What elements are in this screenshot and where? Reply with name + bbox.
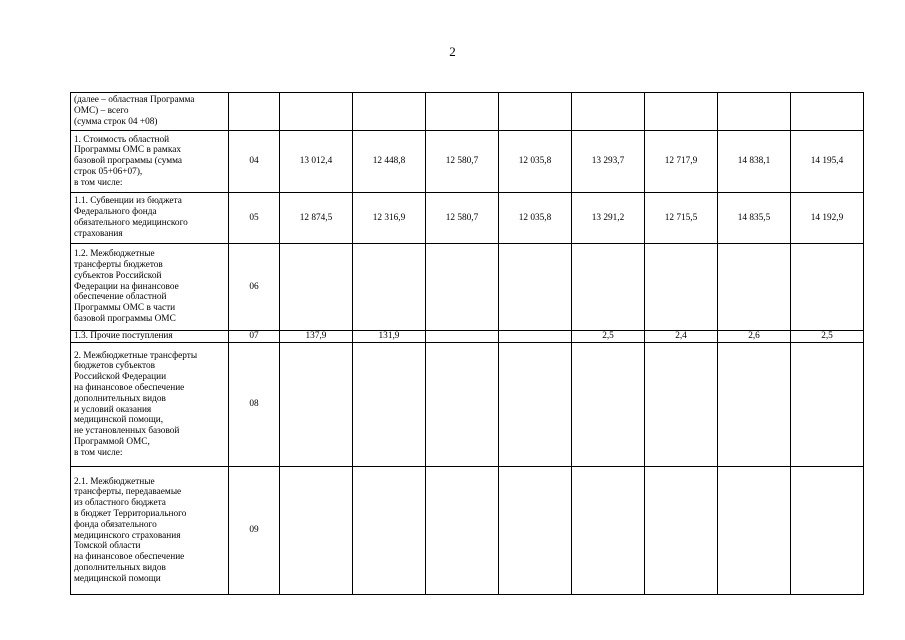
value-cell: 13 012,4 — [280, 131, 353, 193]
table-body — [71, 93, 864, 595]
value-cell — [572, 93, 645, 131]
value-cell: 14 192,9 — [791, 193, 864, 244]
value-cell: 14 835,5 — [718, 193, 791, 244]
value-cell — [572, 244, 645, 331]
value-cell: 137,9 — [280, 331, 353, 343]
value-cell: 12 874,5 — [280, 193, 353, 244]
row-code: 06 — [229, 244, 280, 331]
value-cell — [718, 467, 791, 595]
value-cell — [718, 244, 791, 331]
value-cell: 12 580,7 — [426, 193, 499, 244]
value-cell — [353, 244, 426, 331]
value-cell — [718, 343, 791, 467]
value-cell — [280, 244, 353, 331]
value-cell: 131,9 — [353, 331, 426, 343]
row-label: 1.2. Межбюджетные трансферты бюджетов субъектов Российской Федерации на финансовое обеспечение областной Программы ОМС в части базовой программы ОМС — [71, 244, 229, 331]
value-cell — [426, 343, 499, 467]
value-cell — [353, 343, 426, 467]
value-cell: 12 715,5 — [645, 193, 718, 244]
value-cell: 14 195,4 — [791, 131, 864, 193]
value-cell — [499, 343, 572, 467]
row-label: 1.3. Прочие поступления — [71, 331, 229, 343]
value-cell: 2,5 — [572, 331, 645, 343]
table-row — [71, 131, 864, 193]
value-cell: 12 316,9 — [353, 193, 426, 244]
value-cell — [280, 467, 353, 595]
row-label: 1.1. Субвенции из бюджета Федерального фонда обязательного медицинского страхования — [71, 193, 229, 244]
value-cell — [353, 93, 426, 131]
value-cell: 13 291,2 — [572, 193, 645, 244]
value-cell — [572, 467, 645, 595]
value-cell — [499, 93, 572, 131]
value-cell: 2,5 — [791, 331, 864, 343]
table-row — [71, 193, 864, 244]
value-cell — [426, 93, 499, 131]
page-number: 2 — [449, 44, 456, 59]
row-code: 04 — [229, 131, 280, 193]
value-cell — [791, 467, 864, 595]
value-cell — [426, 331, 499, 343]
value-cell — [645, 93, 718, 131]
row-label: 2. Межбюджетные трансферты бюджетов субъектов Российской Федерации на финансовое обеспечение дополнительных видов и условий оказания медицинской помощи, не установленных базовой Программой ОМС, в том числе: — [71, 343, 229, 467]
value-cell — [499, 331, 572, 343]
value-cell — [499, 244, 572, 331]
value-cell — [280, 93, 353, 131]
row-label: 2.1. Межбюджетные трансферты, передаваемые из областного бюджета в бюджет Территориального фонда обязательного медицинского страхования Томской области на финансовое обеспечение дополнительных видов медицинской помощи — [71, 467, 229, 595]
value-cell — [426, 244, 499, 331]
value-cell — [791, 244, 864, 331]
value-cell — [499, 467, 572, 595]
table-row — [71, 467, 864, 595]
value-cell: 12 448,8 — [353, 131, 426, 193]
value-cell: 2,4 — [645, 331, 718, 343]
value-cell — [426, 467, 499, 595]
value-cell: 13 293,7 — [572, 131, 645, 193]
value-cell — [791, 93, 864, 131]
value-cell — [718, 93, 791, 131]
table-row — [71, 244, 864, 331]
table-row — [71, 331, 864, 343]
value-cell: 12 717,9 — [645, 131, 718, 193]
value-cell — [645, 244, 718, 331]
value-cell — [645, 467, 718, 595]
value-cell: 12 580,7 — [426, 131, 499, 193]
value-cell — [353, 467, 426, 595]
value-cell: 12 035,8 — [499, 131, 572, 193]
row-code: 09 — [229, 467, 280, 595]
table-row — [71, 93, 864, 131]
row-label: (далее – областная Программа ОМС) – всего (сумма строк 04 +08) — [71, 93, 229, 131]
value-cell: 14 838,1 — [718, 131, 791, 193]
value-cell: 2,6 — [718, 331, 791, 343]
value-cell: 12 035,8 — [499, 193, 572, 244]
row-code: 05 — [229, 193, 280, 244]
financing-table — [70, 92, 864, 595]
row-code — [229, 93, 280, 131]
value-cell — [572, 343, 645, 467]
value-cell — [645, 343, 718, 467]
row-label: 1. Стоимость областной Программы ОМС в рамках базовой программы (сумма строк 05+06+07), в том числе: — [71, 131, 229, 193]
table-row — [71, 343, 864, 467]
row-code: 07 — [229, 331, 280, 343]
value-cell — [280, 343, 353, 467]
value-cell — [791, 343, 864, 467]
row-code: 08 — [229, 343, 280, 467]
